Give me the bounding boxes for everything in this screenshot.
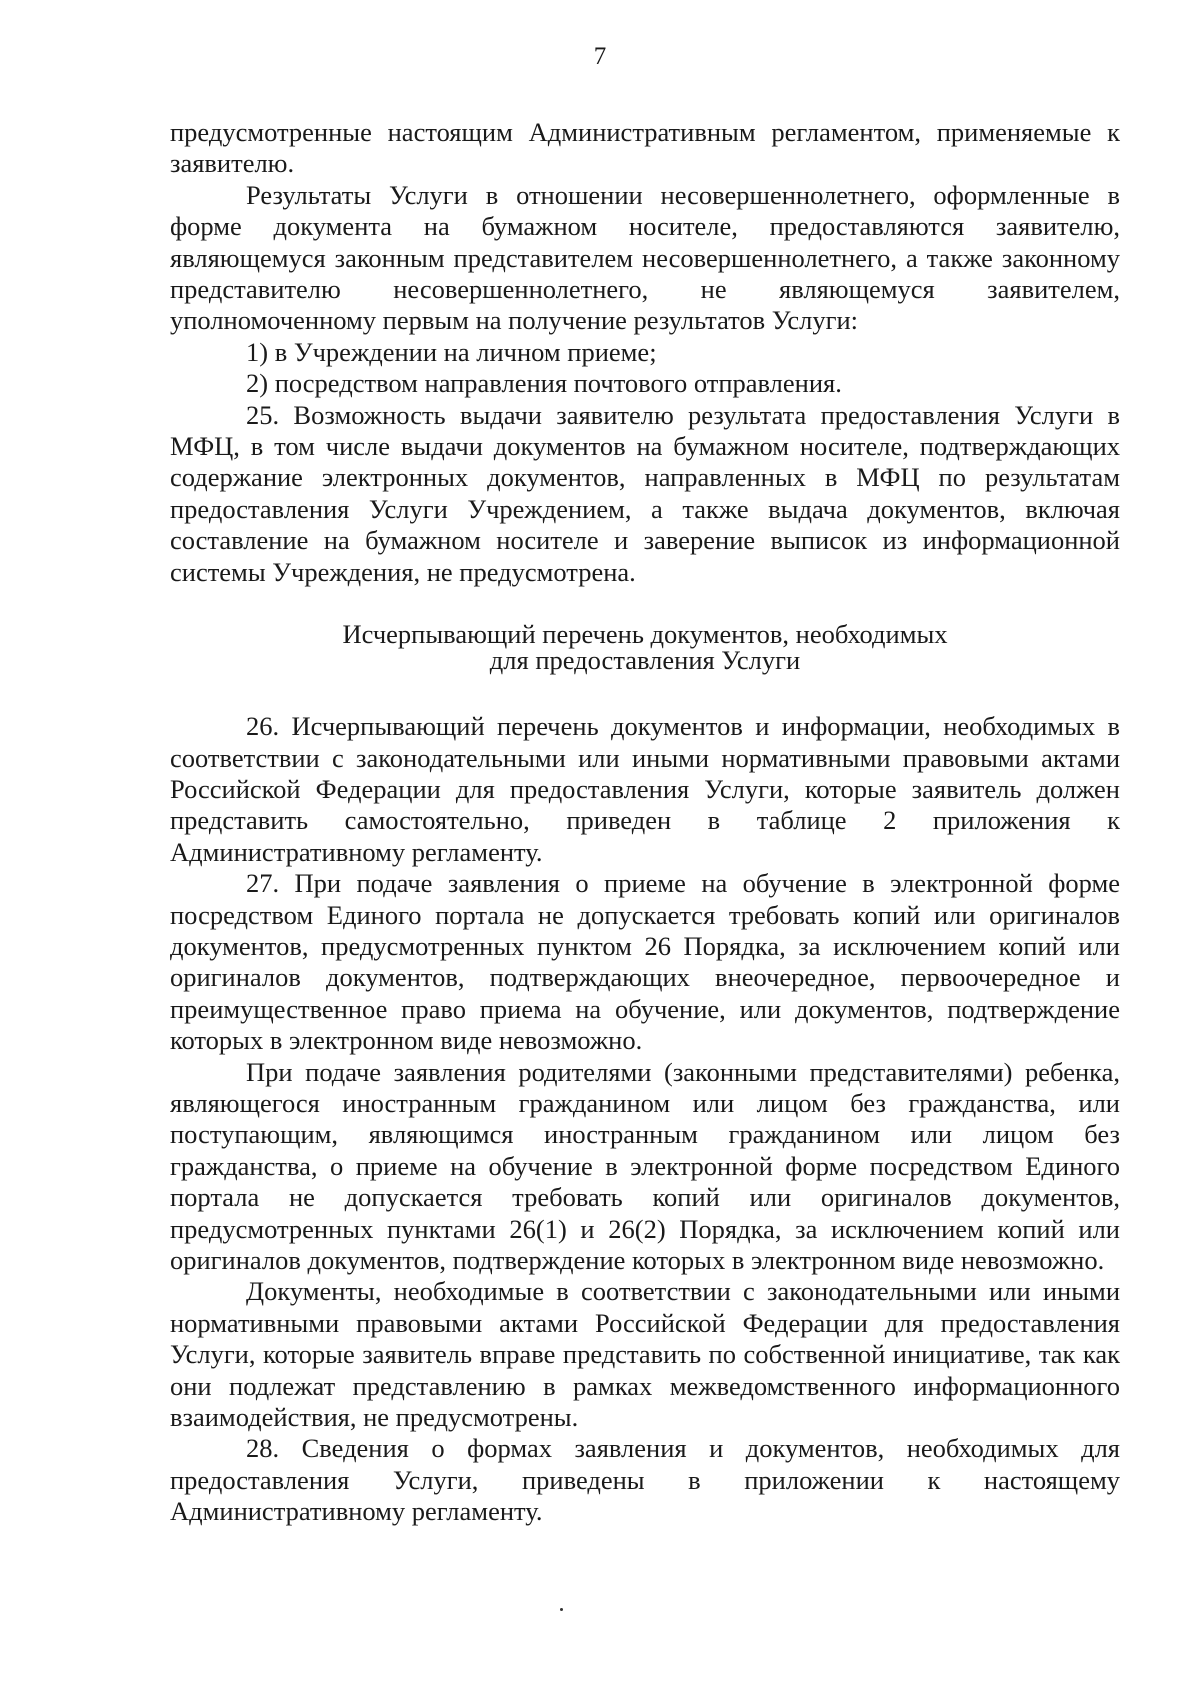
paragraph-results-minor: Результаты Услуги в отношении несовершеннолетнего, оформленные в форме документа на бумажном носителе, предоставляются заявителю, являющемуся законным представителем несовершеннолетнего, а также законному представителю несовершеннолетнего, не являющемуся заявителем, уполномоченному первым на получение результатов Услуги:	[170, 179, 1120, 336]
section-heading-line-2: для предоставления Услуги	[489, 645, 801, 676]
paragraph-26: 26. Исчерпывающий перечень документов и информации, необходимых в соответствии с законодательными или иными нормативными правовыми актами Российской Федерации для предоставления Услуги, которые заявитель должен представить самостоятельно, приведен в таблице 2 приложения к Административному регламенту.	[170, 711, 1120, 867]
paragraph-documents-own-initiative: Документы, необходимые в соответствии с законодательными или иными нормативными правовыми актами Российской Федерации для предоставления Услуги, которые заявитель вправе представить по собственной инициативе, так как они подлежат представлению в рамках межведомственного информационного взаимодействия, не предусмотрены.	[170, 1276, 1120, 1433]
section-heading-line-1: Исчерпывающий перечень документов, необходимых	[342, 619, 948, 650]
scan-speck	[560, 1608, 563, 1611]
list-item-1: 1) в Учреждении на личном приеме;	[246, 336, 657, 367]
paragraph-continuation: предусмотренные настоящим Административным регламентом, применяемые к заявителю.	[170, 117, 1120, 179]
list-item-2: 2) посредством направления почтового отправления.	[246, 368, 842, 399]
paragraph-28: 28. Сведения о формах заявления и документов, необходимых для предоставления Услуги, приведены в приложении к настоящему Административному регламенту.	[170, 1433, 1120, 1527]
paragraph-25: 25. Возможность выдачи заявителю результата предоставления Услуги в МФЦ, в том числе выдачи документов на бумажном носителе, подтверждающих содержание электронных документов, направленных в МФЦ по результатам предоставления Услуги Учреждением, а также выдача документов, включая составление на бумажном носителе и заверение выписок из информационной системы Учреждения, не предусмотрена.	[170, 399, 1120, 587]
paragraph-27: 27. При подаче заявления о приеме на обучение в электронной форме посредством Единого портала не допускается требовать копий или оригиналов документов, предусмотренных пунктом 26 Порядка, за исключением копий или оригиналов документов, подтверждающих внеочередное, первоочередное и преимущественное право приема на обучение, или документов, подтверждение которых в электронном виде невозможно.	[170, 868, 1120, 1056]
document-body	[170, 117, 1120, 1528]
section-heading	[170, 619, 1120, 676]
paragraph-foreign-citizens: При подаче заявления родителями (законными представителями) ребенка, являющегося иностранным гражданином или лицом без гражданства, или поступающим, являющимся иностранным гражданином или лицом без гражданства, о приеме на обучение в электронной форме посредством Единого портала не допускается требовать копий или оригиналов документов, предусмотренных пунктами 26(1) и 26(2) Порядка, за исключением копий или оригиналов документов, подтверждение которых в электронном виде невозможно.	[170, 1056, 1120, 1275]
page-number: 7	[593, 43, 607, 70]
